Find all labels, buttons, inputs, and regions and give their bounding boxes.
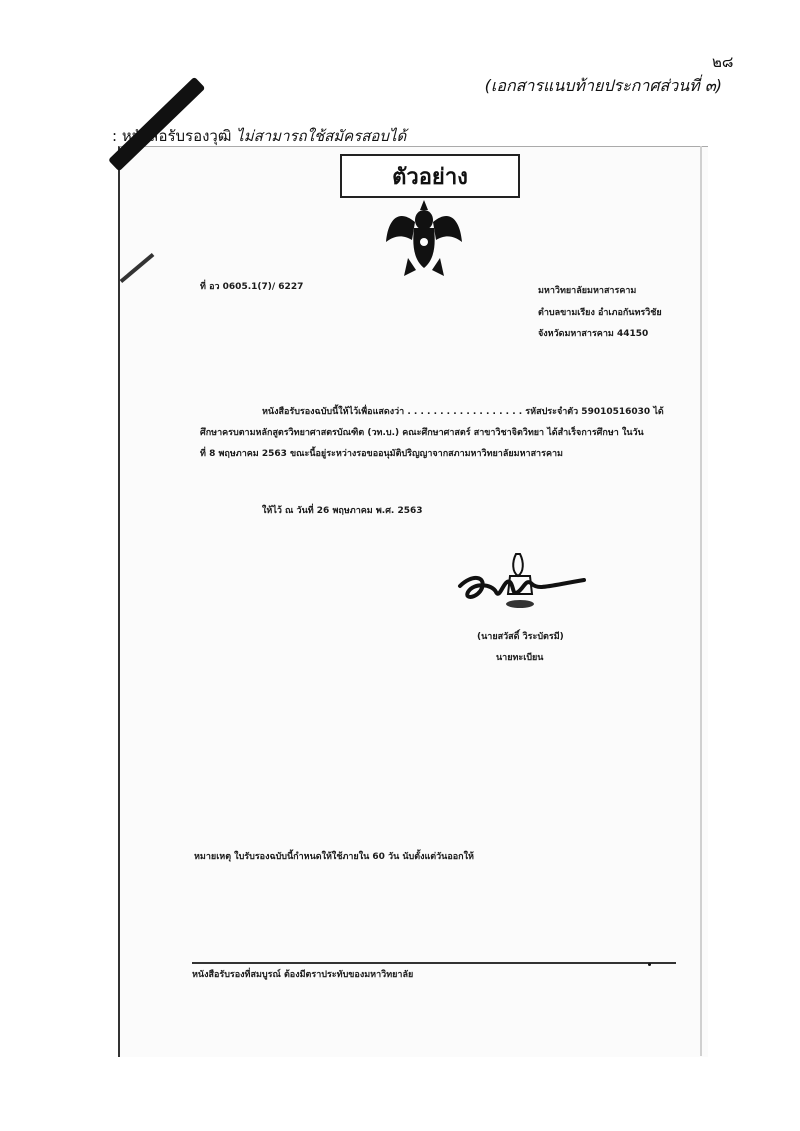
- body-line: หนังสือรับรองฉบับนี้ให้ไว้เพื่อแสดงว่า . . . . . . . . . . . . . . . . . . รหัสประจำตัว 59010516030 ได้: [262, 407, 664, 417]
- issue-date: ให้ไว้ ณ วันที่ 26 พฤษภาคม พ.ศ. 2563: [262, 506, 423, 516]
- footer-note: หนังสือรับรองที่สมบูรณ์ ต้องมีตราประทับของมหาวิทยาลัย: [192, 970, 414, 980]
- signer-name: (นายสวัสดิ์ วิระบัตรมี): [477, 632, 564, 642]
- sender-address-line: จังหวัดมหาสารคาม 44150: [538, 329, 649, 339]
- sender-address-line: มหาวิทยาลัยมหาสารคาม: [538, 286, 637, 296]
- body-line: ที่ 8 พฤษภาคม 2563 ขณะนี้อยู่ระหว่างรอขออนุมัติปริญญาจากสภามหาวิทยาลัยมหาสารคาม: [200, 449, 563, 459]
- scan-edge: [700, 146, 702, 1056]
- remark: หมายเหตุ ใบรับรองฉบับนี้กำหนดให้ใช้ภายใน 60 วัน นับตั้งแต่วันออกให้: [194, 852, 474, 862]
- sender-address-line: ตำบลขามเรียง อำเภอกันทรวิชัย: [538, 308, 662, 318]
- footer-rule: [192, 962, 676, 964]
- page-number: ๒๘: [712, 53, 734, 71]
- body-line: ศึกษาครบตามหลักสูตรวิทยาศาสตรบัณฑิต (วท.บ.) คณะศึกษาศาสตร์ สาขาวิชาจิตวิทยา ได้สำเร็จการศึกษา ในวัน: [200, 428, 644, 438]
- sample-label: ตัวอย่าง: [340, 154, 520, 198]
- footer-dot: [648, 963, 651, 966]
- reference-number: ที่ อว 0605.1(7)/ 6227: [200, 282, 304, 292]
- caption-prefix: : หนังสือรับรองวุฒิ: [112, 127, 237, 145]
- signer-title: นายทะเบียน: [496, 653, 544, 663]
- handwritten-signature-icon: [452, 548, 592, 614]
- garuda-emblem-icon: [384, 196, 464, 280]
- caption-warning: ไม่สามารถใช้สมัครสอบได้: [236, 127, 407, 145]
- attachment-note: (เอกสารแนบท้ายประกาศส่วนที่ ๓): [484, 76, 722, 95]
